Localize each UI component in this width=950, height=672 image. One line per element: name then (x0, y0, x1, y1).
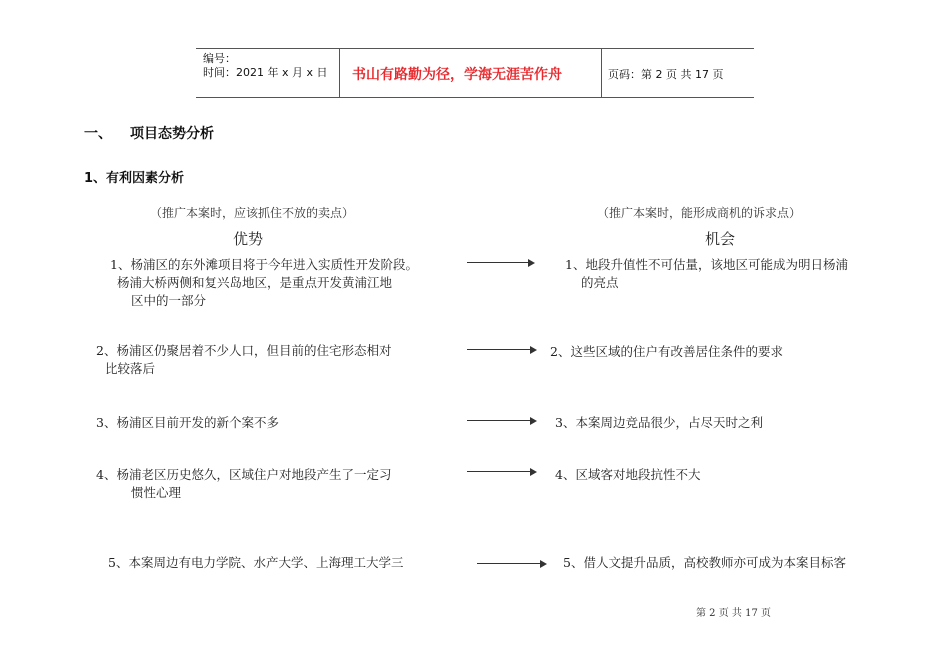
advantage-item-1-line-2: 杨浦大桥两侧和复兴岛地区，是重点开发黄浦江地 (117, 275, 393, 290)
arrow-right-icon (467, 349, 535, 350)
opportunity-item-2: 2、这些区域的住户有改善居住条件的要求 (550, 344, 783, 359)
advantage-item-2-line-1: 2、杨浦区仍聚居着不少人口，但目前的住宅形态相对 (96, 343, 392, 358)
opportunity-item-5: 5、借人文提升品质，高校教师亦可成为本案目标客 (563, 555, 846, 570)
advantage-item-3: 3、杨浦区目前开发的新个案不多 (96, 415, 279, 430)
header-divider (339, 49, 340, 97)
opportunity-item-1-line-2: 的亮点 (581, 275, 619, 290)
left-column-note: （推广本案时，应该抓住不放的卖点） (150, 206, 355, 220)
page-footer: 第 2 页 共 17 页 (696, 608, 771, 619)
advantage-item-1-line-1: 1、杨浦区的东外滩项目将于今年进入实质性开发阶段。 (110, 257, 418, 272)
header-number-label: 编号： (203, 52, 236, 65)
advantage-item-4-line-2: 惯性心理 (131, 485, 182, 500)
left-column-title: 优势 (233, 230, 264, 248)
right-column-title: 机会 (705, 230, 736, 248)
right-column-note: （推广本案时，能形成商机的诉求点） (597, 206, 802, 220)
header-page-label: 页码：第 2 页 共 17 页 (608, 68, 724, 81)
arrow-right-icon (467, 471, 535, 472)
arrow-right-icon (467, 420, 535, 421)
opportunity-item-4: 4、区域客对地段抗性不大 (555, 467, 701, 482)
section-title: 项目态势分析 (130, 126, 214, 142)
subsection-title: 1、有利因素分析 (84, 171, 185, 186)
header-time-label: 时间：2021 年 x 月 x 日 (203, 66, 328, 79)
opportunity-item-1-line-1: 1、地段升值性不可估量，该地区可能成为明日杨浦 (565, 257, 848, 272)
advantage-item-1-line-3: 区中的一部分 (131, 293, 207, 308)
header-motto: 书山有路勤为径，学海无涯苦作舟 (352, 67, 562, 83)
opportunity-item-3: 3、本案周边竞品很少，占尽天时之利 (555, 415, 763, 430)
arrow-right-icon (477, 563, 545, 564)
header-divider (601, 49, 602, 97)
arrow-right-icon (467, 262, 533, 263)
advantage-item-2-line-2: 比较落后 (105, 361, 156, 376)
section-number: 一、 (84, 126, 112, 142)
advantage-item-5: 5、本案周边有电力学院、水产大学、上海理工大学三 (108, 555, 404, 570)
advantage-item-4-line-1: 4、杨浦老区历史悠久，区域住户对地段产生了一定习 (96, 467, 392, 482)
